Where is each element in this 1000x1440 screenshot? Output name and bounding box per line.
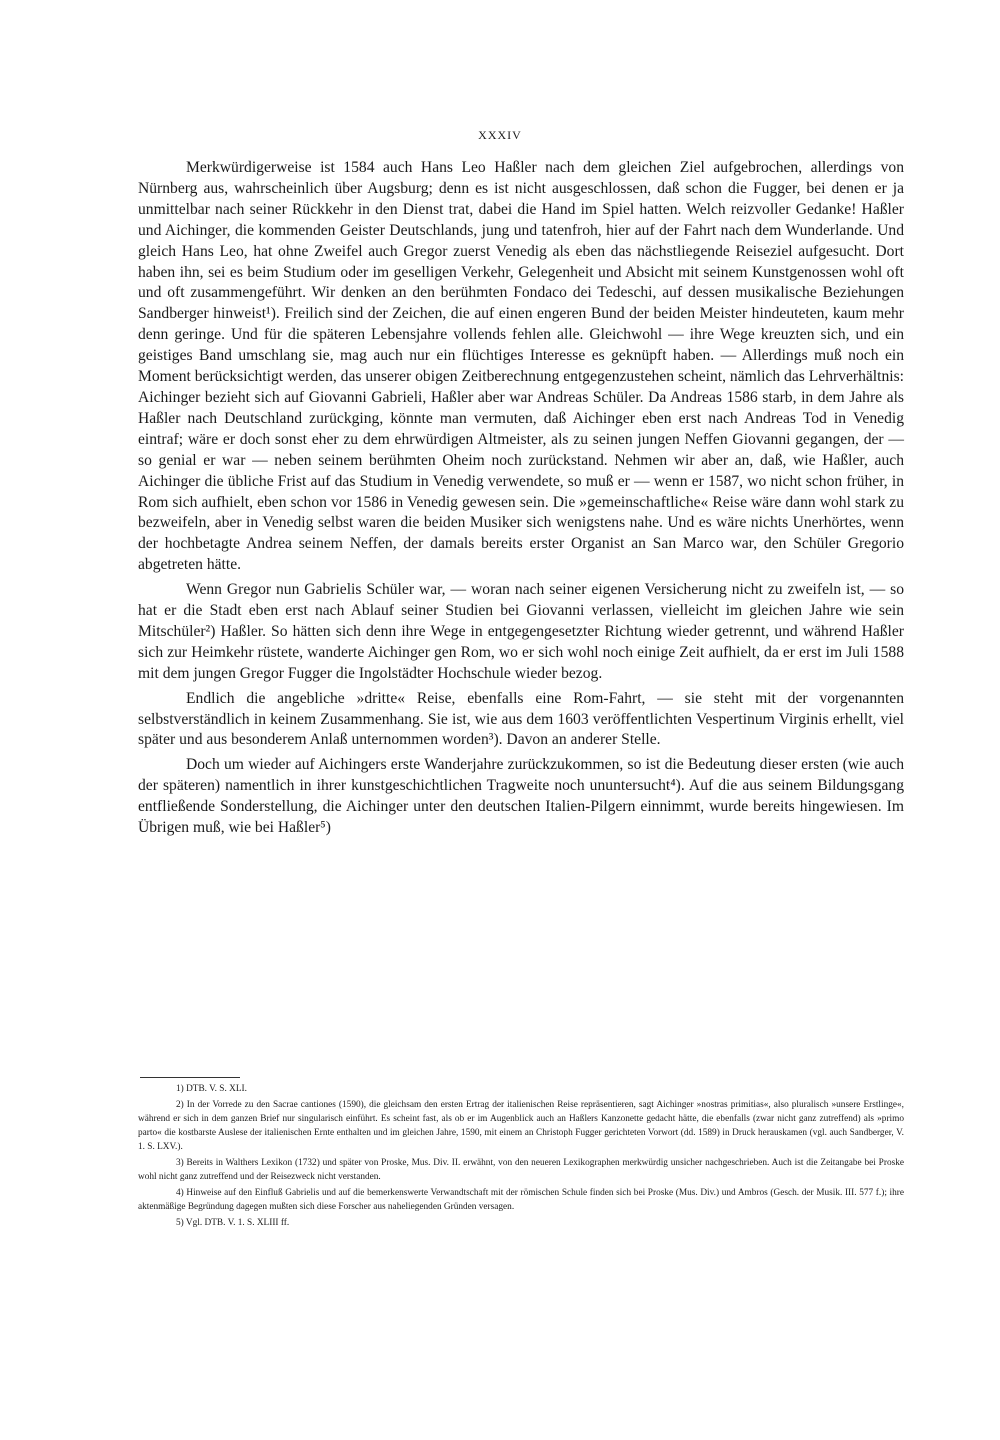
footnote: 3) Bereits in Walthers Lexikon (1732) und später von Proske, Mus. Div. II. erwähnt, von den neueren Lexikographen merkwürdig unsicher nachgeschrieben. Auch ist die Zeitangabe bei Proske wohl nicht ganz zutreffend und der Reisezweck nicht verstanden. (138, 1158, 904, 1182)
footnote: 5) Vgl. DTB. V. 1. S. XLIII ff. (176, 1218, 290, 1228)
body-text (138, 158, 904, 839)
footnote: 2) In der Vorrede zu den Sacrae cantiones (1590), die gleichsam den ersten Ertrag der italienischen Reise repräsentieren, sagt Aichinger »nostras primitias«, also pluralisch »unsere Erstlinge«, während er sich in dem ganzen Brief nur singularisch einführt. Es scheint fast, als ob er im Augenblick auch an Haßlers Kanzonette gedacht hätte, die ebenfalls (zwar nicht ganz zutreffend) als »primo parto« die kostbarste Auslese der italienischen Ernte enthalten und im gleichen Jahre, 1590, mit einem an Christoph Fugger gerichteten Vorwort (dd. 1589) in Druck herauskamen (vgl. auch Sandberger, V. 1. S. LXV.). (138, 1100, 904, 1152)
footnote: 1) DTB. V. S. XLI. (176, 1084, 247, 1094)
paragraph: Wenn Gregor nun Gabrielis Schüler war, — woran nach seiner eigenen Versicherung nicht zu zweifeln ist, — so hat er die Stadt eben erst nach Ablauf seiner Studien bei Giovanni verlassen, vielleicht im gleichen Jahre wie sein Mitschüler²) Haßler. So hätten sich denn ihre Wege in entgegengesetzter Richtung wieder getrennt, und während Haßler sich zur Heimkehr rüstete, wanderte Aichinger gen Rom, wo er sich wohl noch einige Zeit aufhielt, da er erst im Juli 1588 mit dem jungen Gregor Fugger die Ingolstädter Hochschule wieder bezog. (138, 581, 904, 682)
footnote: 4) Hinweise auf den Einfluß Gabrielis und auf die bemerkenswerte Verwandtschaft mit der römischen Schule finden sich bei Proske (Mus. Div.) und Ambros (Gesch. der Musik. III. 577 f.); ihre aktenmäßige Begründung dagegen mußten sich diese Forscher aus naheliegenden Gründen versagen. (138, 1188, 904, 1212)
paragraph: Doch um wieder auf Aichingers erste Wanderjahre zurückzukommen, so ist die Bedeutung dieser ersten (wie auch der späteren) namentlich in ihrer kunstgeschichtlichen Tragweite noch ununtersucht⁴). Auf die aus seinem Bildungsgang entfließende Sonderstellung, die Aichinger unter den deutschen Italien-Pilgern einnimmt, wurde bereits hingewiesen. Im Übrigen muß, wie bei Haßler⁵) (138, 756, 904, 837)
paragraph: Endlich die angebliche »dritte« Reise, ebenfalls eine Rom-Fahrt, — sie steht mit der vorgenannten selbstverständlich in keinem Zusammenhang. Sie ist, wie aus dem 1603 veröffentlichten Vespertinum Virginis erhellt, viel später und aus besonderem Anlaß unternommen worden³). Davon an anderer Stelle. (138, 689, 904, 749)
paragraph: Merkwürdigerweise ist 1584 auch Hans Leo Haßler nach dem gleichen Ziel aufgebrochen, allerdings von Nürnberg aus, wahrscheinlich über Augsburg; denn es ist nicht ausgeschlossen, daß schon die Fugger, bei denen er ja unmittelbar nach seiner Rückkehr in den Dienst trat, dabei die Hand im Spiel hatten. Welch reizvoller Gedanke! Haßler und Aichinger, die kommenden Geister Deutschlands, jung und tatenfroh, hier auf der Fahrt nach dem Wunderlande. Und gleich Hans Leo, hat ohne Zweifel auch Gregor zuerst Venedig als eben das nächstliegende Reiseziel aufgesucht. Dort haben ihn, sei es beim Studium oder im geselligen Verkehr, Gelegenheit und Absicht mit seinem Kunstgenossen wohl oft und oft zusammengeführt. Wir denken an den berühmten Fondaco dei Tedeschi, auf dessen musikalische Beziehungen Sandberger hinweist¹). Freilich sind der Zeichen, die auf einen engeren Bund der beiden Meister hindeuteten, kaum mehr denn geringe. Und für die späteren Lebensjahre vollends fehlen alle. Gleichwohl — ihre Wege kreuzten sich, und ein geistiges Band umschlang sie, mag auch nur ein flüchtiges Interesse es geknüpft haben. — Allerdings muß noch ein Moment berücksichtigt werden, das unserer obigen Zeitberechnung entgegenzustehen scheint, nämlich das Lehrverhältnis: Aichinger bezieht sich auf Giovanni Gabrieli, Haßler aber war Andreas Schüler. Da Andreas 1586 starb, in dem Jahre als Haßler nach Deutschland zurückging, könnte man vermuten, daß Aichinger eben erst nach Andreas Tod in Venedig eintraf; wäre er doch sonst eher zu dem ehrwürdigen Altmeister, als zu seinen jungen Neffen Giovanni gegangen, der — so genial er war — neben seinem berühmten Oheim noch zurückstand. Nehmen wir aber an, daß, wie Haßler, auch Aichinger die übliche Frist auf das Studium in Venedig verwendete, so muß er — wenn er 1587, wo nicht schon früher, in Rom sich aufhielt, eben schon vor 1586 in Venedig gewesen sein. Die »gemeinschaftliche« Reise wäre dann wohl stark zu bezweifeln, aber in Venedig selbst waren die beiden Musiker sich wenigstens nahe. Und es wäre nichts Unerhörtes, wenn der hochbetagte Andrea seinem Neffen, der damals bereits erster Organist an San Marco war, den Schüler Gregorio abgetreten hätte. (138, 159, 905, 574)
page-number: XXXIV (478, 128, 522, 142)
footnotes (138, 1082, 904, 1230)
footnote-rule (140, 1077, 240, 1078)
